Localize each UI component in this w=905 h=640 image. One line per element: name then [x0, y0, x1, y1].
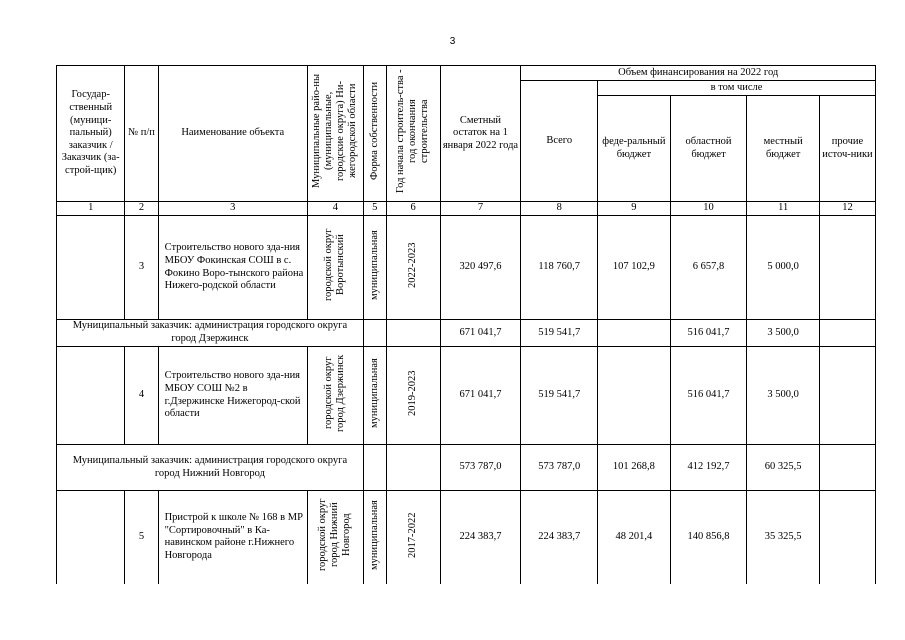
customer-cell	[57, 491, 125, 584]
customer-cell	[57, 347, 125, 445]
district-text: городской округ Воротынский	[323, 228, 347, 302]
total-cell: 118 760,7	[521, 216, 598, 320]
estimated-balance-cell: 671 041,7	[440, 320, 521, 347]
district-cell	[307, 216, 363, 320]
column-number: 9	[598, 202, 671, 216]
estimated-balance-header: Сметный остаток на 1 января 2022 года	[440, 66, 521, 202]
customer-cell: Муниципальный заказчик: администрация городского округа город Нижний Новгород	[57, 445, 364, 491]
local-cell: 35 325,5	[747, 491, 820, 584]
ownership-cell	[363, 347, 386, 445]
financing-header: Объем финансирования на 2022 год	[521, 66, 876, 81]
column-number: 1	[57, 202, 125, 216]
district-cell	[307, 491, 363, 584]
column-number: 8	[521, 202, 598, 216]
years-text: 2022-2023	[407, 242, 419, 288]
page-number: 3	[449, 36, 456, 47]
table-row	[57, 347, 876, 445]
total-cell: 573 787,0	[521, 445, 598, 491]
local-header: местный бюджет	[747, 96, 820, 202]
regional-header: областной бюджет	[670, 96, 747, 202]
other-cell	[819, 320, 875, 347]
local-cell: 3 500,0	[747, 320, 820, 347]
municipal-districts-header	[307, 66, 363, 202]
number-cell: 3	[125, 216, 158, 320]
object-name-header: Наименование объекта	[158, 66, 307, 202]
years-cell	[386, 216, 440, 320]
district-cell	[307, 347, 363, 445]
ownership-cell	[363, 216, 386, 320]
years-text: 2019-2023	[407, 370, 419, 416]
local-cell: 5 000,0	[747, 216, 820, 320]
ownership-text: муниципальная	[368, 230, 380, 301]
district-text: городской округ город Дзержинск	[323, 354, 347, 432]
column-number: 3	[158, 202, 307, 216]
federal-cell	[598, 347, 671, 445]
years-cell	[386, 491, 440, 584]
regional-cell: 6 657,8	[670, 216, 747, 320]
regional-cell: 140 856,8	[670, 491, 747, 584]
local-cell: 60 325,5	[747, 445, 820, 491]
column-number: 5	[363, 202, 386, 216]
ownership-text: муниципальная	[368, 500, 380, 570]
federal-cell: 107 102,9	[598, 216, 671, 320]
object-name-cell: Строительство нового зда-ния МБОУ СОШ №2 в г.Дзержинске Нижегород-ской области	[158, 347, 307, 445]
years-cell	[386, 445, 440, 491]
object-name-cell: Строительство нового зда-ния МБОУ Фокинская СОШ в с. Фокино Воро-тынского района Нижего-родской области	[158, 216, 307, 320]
header-row	[57, 66, 876, 81]
years-cell	[386, 320, 440, 347]
estimated-balance-cell: 224 383,7	[440, 491, 521, 584]
including-header: в том числе	[598, 81, 876, 96]
column-number: 10	[670, 202, 747, 216]
column-number: 7	[440, 202, 521, 216]
federal-cell	[598, 320, 671, 347]
regional-cell: 412 192,7	[670, 445, 747, 491]
ownership-cell	[363, 320, 386, 347]
customer-cell: Муниципальный заказчик: администрация городского округа город Дзержинск	[57, 320, 364, 347]
total-cell: 519 541,7	[521, 347, 598, 445]
customer-header: Государ-ственный (муници-пальный) заказчик / Заказчик (за-строй-щик)	[57, 66, 125, 202]
object-name-cell: Пристрой к школе № 168 в МР "Сортировочный" в Ка-навинском районе г.Нижнего Новгорода	[158, 491, 307, 584]
total-cell: 519 541,7	[521, 320, 598, 347]
federal-cell: 48 201,4	[598, 491, 671, 584]
federal-header: феде-ральный бюджет	[598, 96, 671, 202]
district-text: городской округ город Нижний Новгород	[317, 498, 353, 572]
regional-cell: 516 041,7	[670, 347, 747, 445]
other-cell	[819, 491, 875, 584]
number-cell: 5	[125, 491, 158, 584]
estimated-balance-cell: 573 787,0	[440, 445, 521, 491]
customer-row	[57, 320, 876, 347]
years-header	[386, 66, 440, 202]
number-cell: 4	[125, 347, 158, 445]
column-number: 11	[747, 202, 820, 216]
column-numbers-row	[57, 202, 876, 216]
other-cell	[819, 216, 875, 320]
years-text: 2017-2022	[407, 512, 419, 558]
federal-cell: 101 268,8	[598, 445, 671, 491]
regional-cell: 516 041,7	[670, 320, 747, 347]
ownership-cell	[363, 445, 386, 491]
local-cell: 3 500,0	[747, 347, 820, 445]
column-number: 2	[125, 202, 158, 216]
municipal-districts-header-text: Муниципальные райо-ны (муниципальные, городские округа) Ни-жегородской области	[311, 74, 359, 189]
table-row	[57, 491, 876, 584]
table-row	[57, 216, 876, 320]
customer-cell	[57, 216, 125, 320]
other-cell	[819, 347, 875, 445]
estimated-balance-cell: 320 497,6	[440, 216, 521, 320]
customer-row	[57, 445, 876, 491]
years-cell	[386, 347, 440, 445]
ownership-cell	[363, 491, 386, 584]
financing-table	[56, 65, 876, 584]
other-cell	[819, 445, 875, 491]
ownership-text: муниципальная	[368, 358, 380, 429]
other-header: прочие источ-ники	[819, 96, 875, 202]
ownership-header	[363, 66, 386, 202]
column-number: 4	[307, 202, 363, 216]
total-header: Всего	[521, 81, 598, 202]
years-header-text: Год начала строитель-ства - год окончания строительства	[394, 69, 431, 194]
column-number: 12	[819, 202, 875, 216]
total-cell: 224 383,7	[521, 491, 598, 584]
number-header: № п/п	[125, 66, 158, 202]
column-number: 6	[386, 202, 440, 216]
estimated-balance-cell: 671 041,7	[440, 347, 521, 445]
ownership-header-text: Форма собственности	[368, 82, 380, 181]
